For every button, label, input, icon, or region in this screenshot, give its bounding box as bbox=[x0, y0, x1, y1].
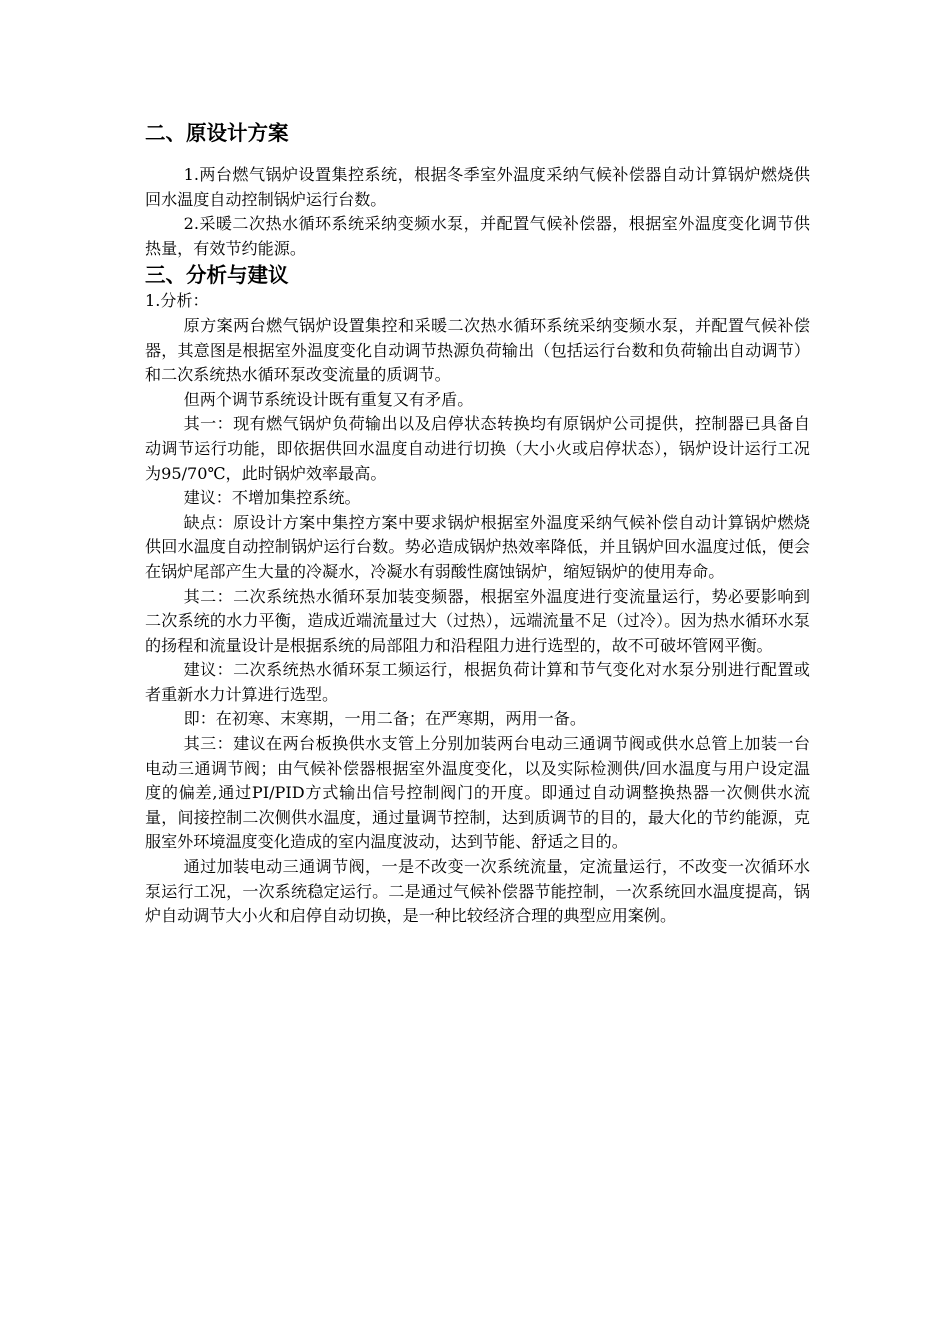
section-heading-original-design: 二、原设计方案 bbox=[145, 121, 289, 145]
subheading-analysis: 1.分析： bbox=[145, 291, 209, 311]
paragraph: 建议：不增加集控系统。 bbox=[183, 488, 361, 508]
paragraph: 2.采暖二次热水循环系统采纳变频水泵，并配置气候补偿器，根据室外温度变化调节供热量，有效节约能源。 bbox=[145, 214, 810, 258]
paragraph: 其三：建议在两台板换供水支管上分别加装两台电动三通调节阀或供水总管上加装一台电动三通调节阀；由气候补偿器根据室外温度变化，以及实际检测供/回水温度与用户设定温度的偏差,通过PI/PID方式输出信号控制阀门的开度。即通过自动调整换热器一次侧供水流量，间接控制二次侧供水温度，通过量调节控制，达到质调节的目的，最大化的节约能源，克服室外环境温度变化造成的室内温度波动，达到节能、舒适之目的。 bbox=[145, 734, 810, 852]
paragraph: 其一：现有燃气锅炉负荷输出以及启停状态转换均有原锅炉公司提供，控制器已具备自动调节运行功能，即依据供回水温度自动进行切换（大小火或启停状态），锅炉设计运行工况为95/70℃，此时锅炉效率最高。 bbox=[145, 414, 810, 483]
paragraph: 原方案两台燃气锅炉设置集控和采暖二次热水循环系统采纳变频水泵，并配置气候补偿器，其意图是根据室外温度变化自动调节热源负荷输出（包括运行台数和负荷输出自动调节）和二次系统热水循环泵改变流量的质调节。 bbox=[145, 315, 810, 385]
paragraph: 通过加装电动三通调节阀，一是不改变一次系统流量，定流量运行，不改变一次循环水泵运行工况，一次系统稳定运行。二是通过气候补偿器节能控制，一次系统回水温度提高，锅炉自动调节大小火和启停自动切换，是一种比较经济合理的典型应用案例。 bbox=[145, 857, 810, 926]
section-heading-analysis: 三、分析与建议 bbox=[145, 263, 289, 288]
paragraph: 1.两台燃气锅炉设置集控系统，根据冬季室外温度采纳气候补偿器自动计算锅炉燃烧供回水温度自动控制锅炉运行台数。 bbox=[145, 165, 810, 209]
paragraph: 其二：二次系统热水循环泵加装变频器，根据室外温度进行变流量运行，势必要影响到二次系统的水力平衡，造成近端流量过大（过热），远端流量不足（过冷）。因为热水循环水泵的扬程和流量设计是根据系统的局部阻力和沿程阻力进行选型的，故不可破坏管网平衡。 bbox=[145, 586, 810, 655]
paragraph: 即：在初寒、末寒期，一用二备；在严寒期，两用一备。 bbox=[183, 709, 586, 729]
document-page bbox=[145, 118, 810, 929]
paragraph: 建议：二次系统热水循环泵工频运行，根据负荷计算和节气变化对水泵分别进行配置或者重新水力计算进行选型。 bbox=[145, 660, 810, 704]
paragraph: 但两个调节系统设计既有重复又有矛盾。 bbox=[183, 389, 474, 409]
paragraph: 缺点：原设计方案中集控方案中要求锅炉根据室外温度采纳气候补偿自动计算锅炉燃烧供回水温度自动控制锅炉运行台数。势必造成锅炉热效率降低，并且锅炉回水温度过低，便会在锅炉尾部产生大量的冷凝水，冷凝水有弱酸性腐蚀锅炉，缩短锅炉的使用寿命。 bbox=[145, 512, 810, 581]
